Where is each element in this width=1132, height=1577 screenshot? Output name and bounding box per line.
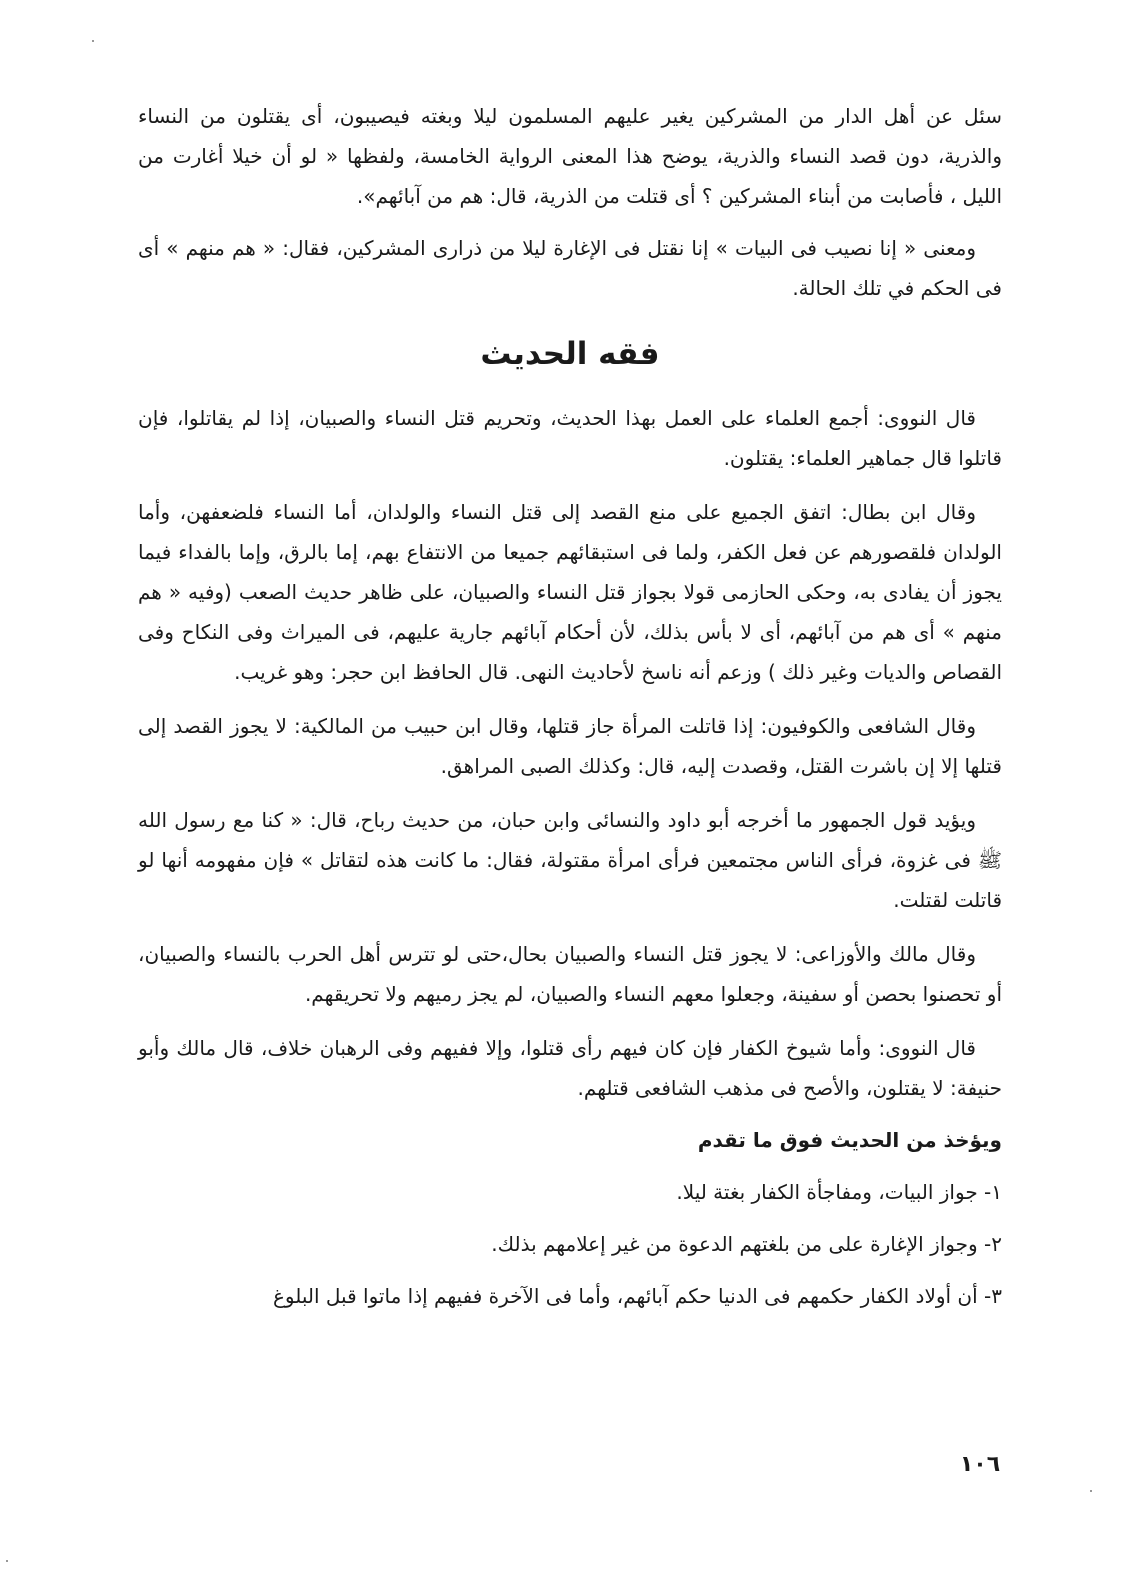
- list-item: ٢- وجواز الإغارة على من بلغتهم الدعوة من غير إعلامهم بذلك.: [491, 1232, 1002, 1256]
- scan-speck: [6, 1560, 8, 1562]
- paragraph: قال النووى: وأما شيوخ الكفار فإن كان فيهم رأى قتلوا، وإلا ففيهم وفى الرهبان خلاف، قال مالك وأبو حنيفة: لا يقتلون، والأصح فى مذهب الشافعى قتلهم.: [138, 1036, 1002, 1100]
- scan-speck: [92, 40, 94, 42]
- paragraph: وقال مالك والأوزاعى: لا يجوز قتل النساء والصبيان بحال،حتى لو تترس أهل الحرب بالنساء والصبيان، أو تحصنوا بحصن أو سفينة، وجعلوا معهم النساء والصبيان، لم يجز رميهم ولا تحريقهم.: [138, 942, 1002, 1006]
- paragraph: سئل عن أهل الدار من المشركين يغير عليهم المسلمون ليلا وبغته فيصيبون، أى يقتلون من النساء والذرية، دون قصد النساء والذرية، يوضح هذا المعنى الرواية الخامسة، ولفظها « لو أن خيلا أغارت من الليل ، فأصابت من أبناء المشركين ؟ أى قتلت من الذرية، قال: هم من آبائهم».: [138, 104, 1002, 208]
- text-column: [138, 96, 1002, 1316]
- paragraph: قال النووى: أجمع العلماء على العمل بهذا الحديث، وتحريم قتل النساء والصبيان، إذا لم يقاتلوا، فإن قاتلوا قال جماهير العلماء: يقتلون.: [138, 406, 1002, 470]
- paragraph: ويؤيد قول الجمهور ما أخرجه أبو داود والنسائى وابن حبان، من حديث رباح، قال: « كنا مع رسول الله ﷺ فى غزوة، فرأى الناس مجتمعين فرأى امرأة مقتولة، فقال: ما كانت هذه لتقاتل » فإن مفهومه أنها لو قاتلت لقتلت.: [138, 808, 1002, 912]
- scan-speck: [1090, 1490, 1092, 1492]
- paragraph: ومعنى « إنا نصيب فى البيات » إنا نقتل فى الإغارة ليلا من ذرارى المشركين، فقال: « هم منهم » أى فى الحكم في تلك الحالة.: [138, 236, 1002, 300]
- section-heading: فقه الحديث: [480, 336, 660, 372]
- list-item: ٣- أن أولاد الكفار حكمهم فى الدنيا حكم آبائهم، وأما فى الآخرة ففيهم إذا ماتوا قبل البلوغ: [272, 1284, 1002, 1308]
- page-number: ١٠٦: [959, 1452, 1001, 1477]
- list-item: ١- جواز البيات، ومفاجأة الكفار بغتة ليلا.: [676, 1180, 1002, 1204]
- paragraph: وقال الشافعى والكوفيون: إذا قاتلت المرأة جاز قتلها، وقال ابن حبيب من المالكية: لا يجوز القصد إلى قتلها إلا إن باشرت القتل، وقصدت إليه، قال: وكذلك الصبى المراهق.: [138, 714, 1002, 778]
- paragraph: وقال ابن بطال: اتفق الجميع على منع القصد إلى قتل النساء والولدان، أما النساء فلضعفهن، وأما الولدان فلقصورهم عن فعل الكفر، ولما فى استبقائهم جميعا من الانتفاع بهم، إما بالرق، وإما بالفداء فيما يجوز أن يفادى به، وحكى الحازمى قولا بجواز قتل النساء والصبيان، على ظاهر حديث الصعب (وفيه « هم منهم » أى هم من آبائهم، أى لا بأس بذلك، لأن أحكام آبائهم جارية عليهم، فى الميراث وفى النكاح وفى القصاص والديات وغير ذلك ) وزعم أنه ناسخ لأحاديث النهى. قال الحافظ ابن حجر: وهو غريب.: [138, 500, 1002, 684]
- subheading: ويؤخذ من الحديث فوق ما تقدم: [697, 1128, 1002, 1152]
